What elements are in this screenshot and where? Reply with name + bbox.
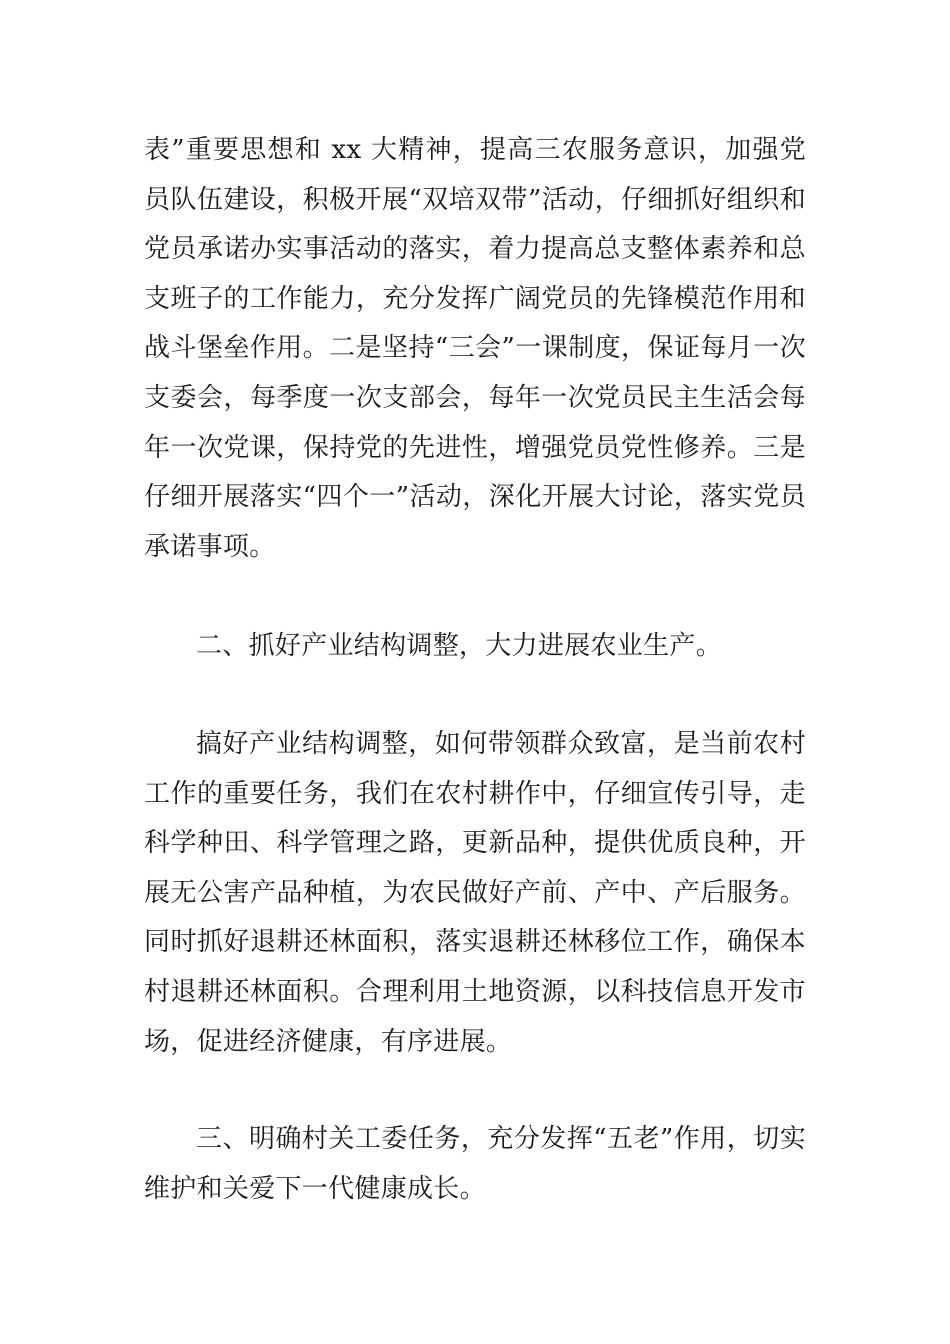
body-paragraph-continued: 表”重要思想和 xx 大精神，提高三农服务意识，加强党员队伍建设，积极开展“双培双带”活动，仔细抓好组织和党员承诺办实事活动的落实，着力提高总支整体素养和总支班子的工作能力，充分发挥广阔党员的先锋模范作用和战斗堡垒作用。二是坚持“三会”一课制度，保证每月一次支委会，每季度一次支部会，每年一次党员民主生活会每年一次党课，保持党的先进性，增强党员党性修养。三是仔细开展落实“四个一”活动，深化开展大讨论，落实党员承诺事项。 bbox=[144, 135, 806, 562]
section-heading-2: 二、抓好产业结构调整，大力进展农业生产。 bbox=[196, 631, 723, 661]
body-paragraph: 搞好产业结构调整，如何带领群众致富，是当前农村工作的重要任务，我们在农村耕作中，仔细宣传引导，走科学种田、科学管理之路，更新品种，提供优质良种，开展无公害产品种植，为农民做好产前、产中、产后服务。同时抓好退耕还林面积，落实退耕还林移位工作，确保本村退耕还林面积。合理利用土地资源，以科技信息开发市场，促进经济健康，有序进展。 bbox=[144, 729, 806, 1057]
section-heading-3: 三、明确村关工委任务，充分发挥“五老”作用，切实维护和关爱下一代健康成长。 bbox=[144, 1124, 806, 1204]
